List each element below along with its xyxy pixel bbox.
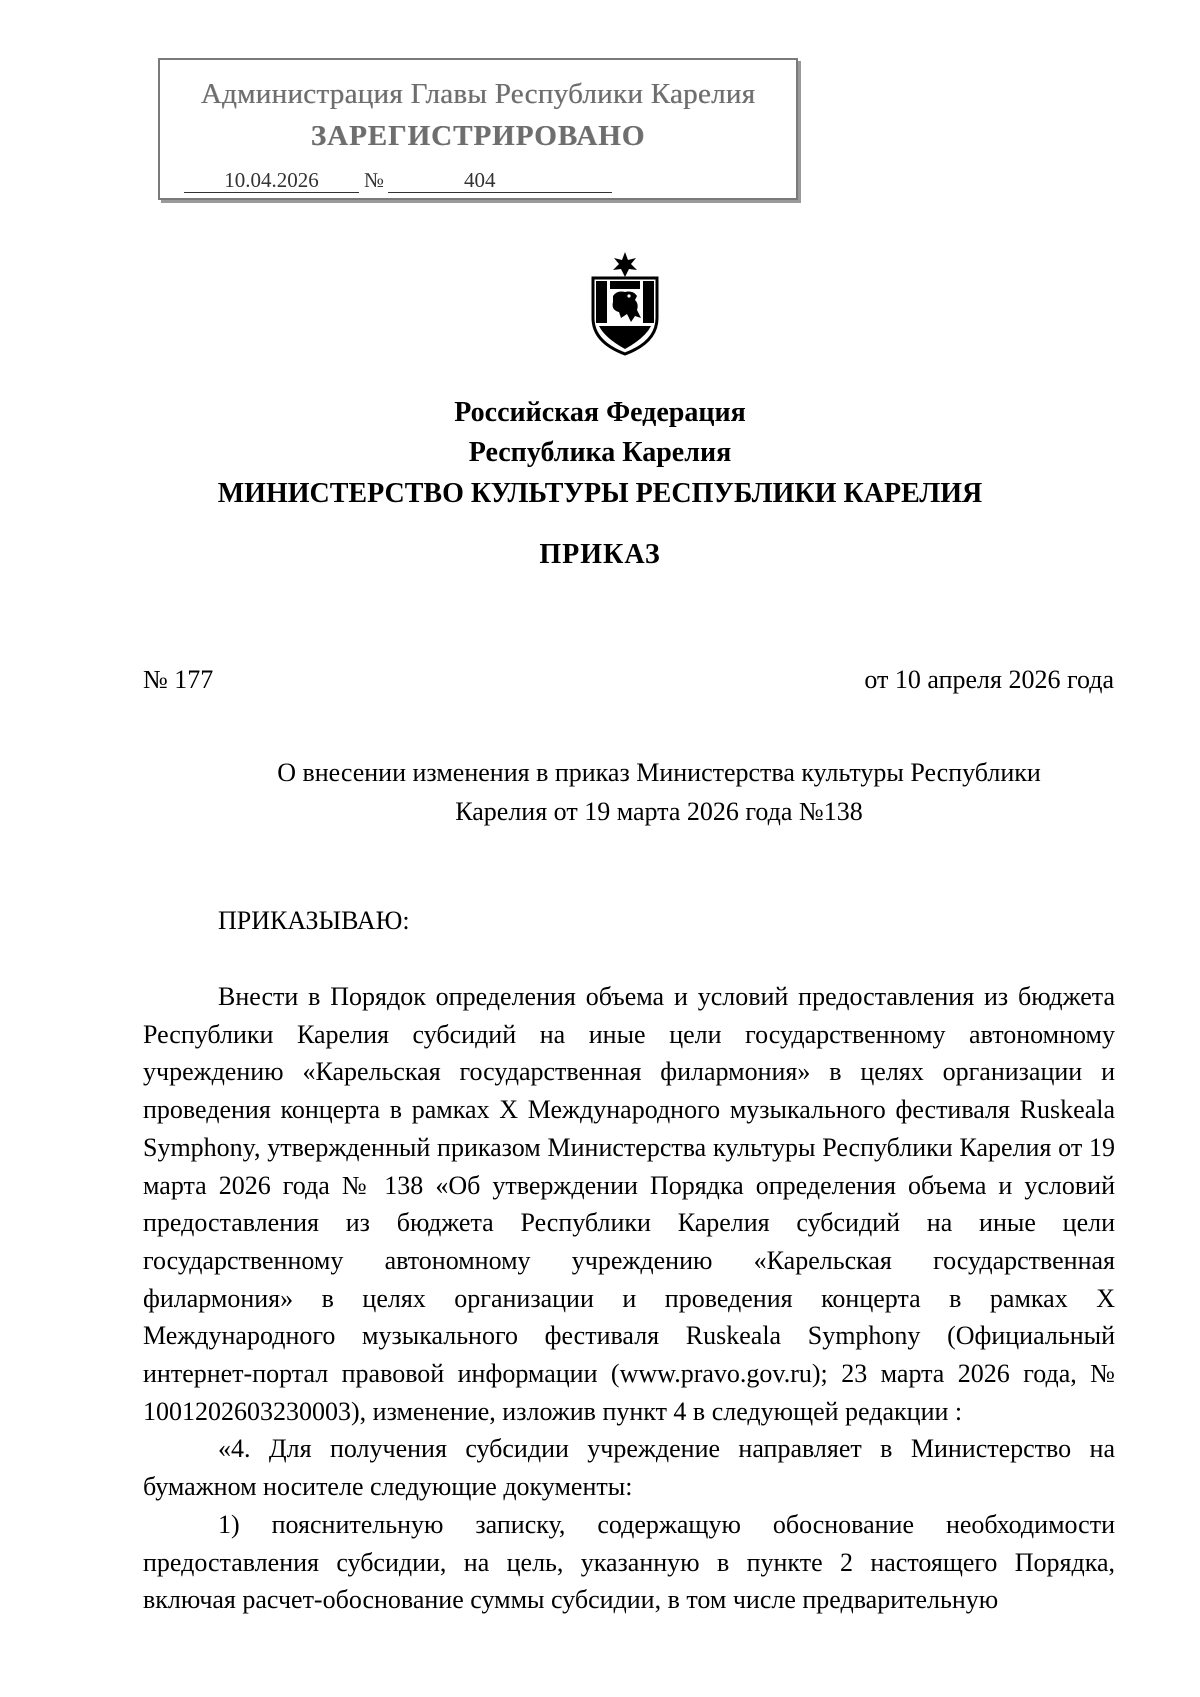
body-paragraph: 1) пояснительную записку, содержащую обоснование необходимости предоставления субсидии, на цель, указанную в пункте 2 настоящего Порядка, включая расчет-обоснование суммы субсидии, в том числе предварительную — [143, 1509, 1115, 1615]
subject-line-1: О внесении изменения в приказ Министерства культуры Республики — [277, 758, 1041, 787]
header-ministry: МИНИСТЕРСТВО КУЛЬТУРЫ РЕСПУБЛИКИ КАРЕЛИЯ — [217, 478, 983, 509]
karelia-coat-of-arms-icon — [583, 252, 667, 356]
stamp-number-label: № — [364, 168, 385, 192]
document-body — [143, 978, 1115, 1619]
document-subject — [230, 753, 1088, 831]
stamp-number: 404 — [388, 168, 612, 193]
stamp-status: ЗАРЕГИСТРИРОВАНО — [310, 120, 646, 152]
order-directive: ПРИКАЗЫВАЮ: — [218, 906, 410, 935]
document-date: от 10 апреля 2026 года — [864, 665, 1114, 694]
stamp-date: 10.04.2026 — [184, 168, 359, 193]
document-type-title: ПРИКАЗ — [539, 539, 661, 570]
emblem-star — [613, 252, 637, 277]
header-country: Российская Федерация — [454, 397, 746, 428]
header-region: Республика Карелия — [468, 437, 732, 468]
document-number: № 177 — [143, 665, 214, 694]
body-paragraph: «4. Для получения субсидии учреждение направляет в Министерство на бумажном носителе следующие документы: — [143, 1434, 1115, 1502]
stamp-registration-row — [184, 168, 774, 194]
registration-stamp — [158, 58, 798, 200]
subject-line-2: Карелия от 19 марта 2026 года №138 — [455, 797, 863, 826]
body-paragraph: Внести в Порядок определения объема и условий предоставления из бюджета Республики Карелия субсидий на иные цели государственному автономному учреждению «Карельская государственная филармония» в целях организации и проведения концерта в рамках X Международного музыкального фестиваля Ruskeala Symphony, утвержденный приказом Министерства культуры Республики Карелия от 19 марта 2026 года № 138 «Об утверждении Порядка определения объема и условий предоставления из бюджета Республики Карелия субсидий на иные цели государственному автономному учреждению «Карельская государственная филармония» в целях организации и проведения концерта в рамках X Международного музыкального фестиваля Ruskeala Symphony (Официальный интернет-портал правовой информации (www.pravo.gov.ru); 23 марта 2026 года, № 1001202603230003), изменение, изложив пункт 4 в следующей редакции : — [143, 982, 1115, 1426]
stamp-organization: Администрация Главы Республики Карелия — [200, 78, 756, 110]
